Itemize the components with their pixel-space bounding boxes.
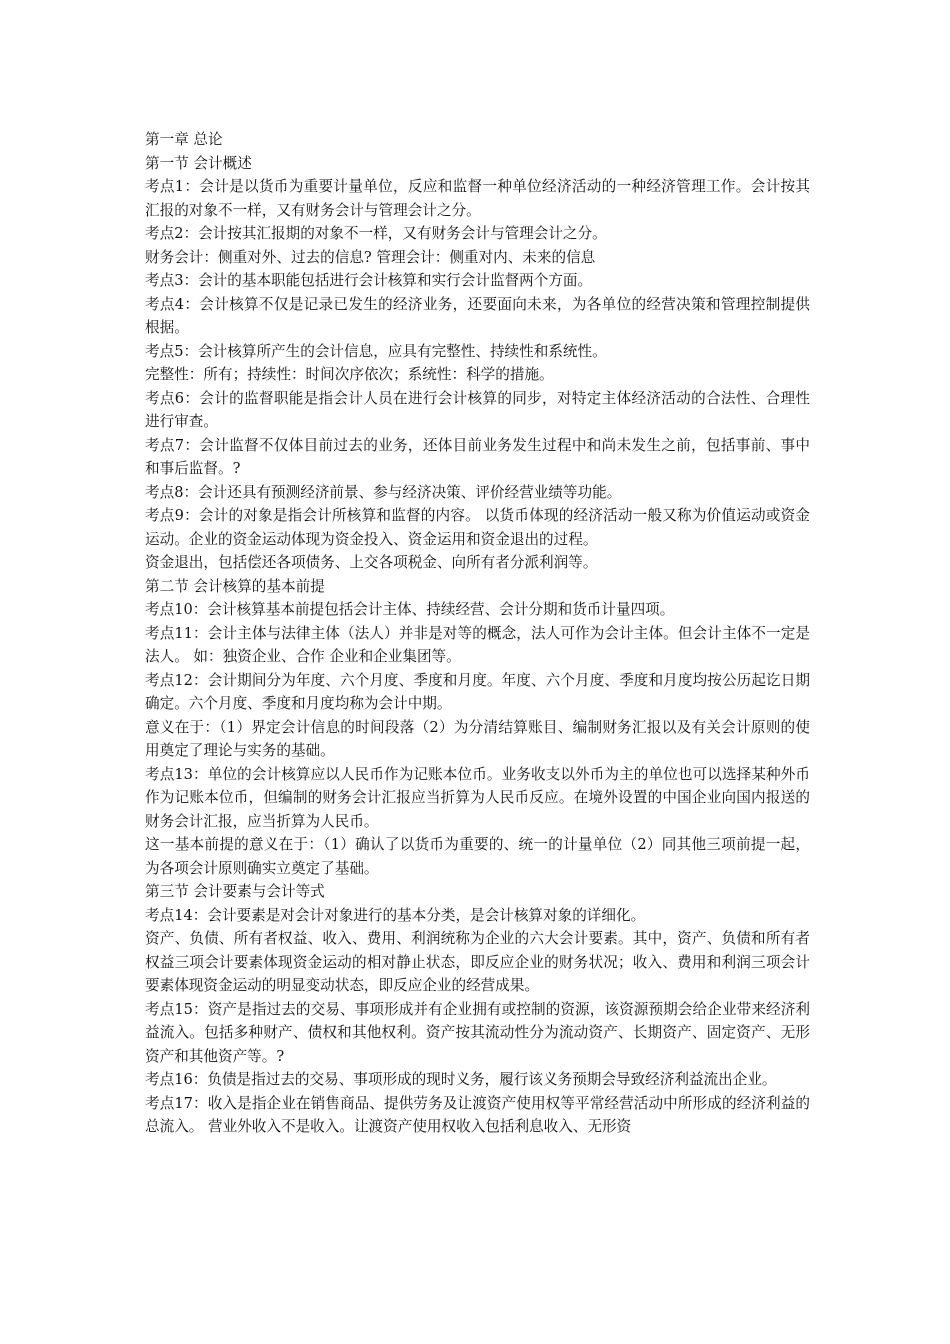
paragraph: 考点17：收入是指企业在销售商品、提供劳务及让渡资产使用权等平常经营活动中所形成的经济利益的总流入。 营业外收入不是收入。让渡资产使用权收入包括利息收入、无形资	[145, 1094, 810, 1135]
paragraph: 考点9：会计的对象是指会计所核算和监督的内容。 以货币体现的经济活动一般又称为价值运动或资金运动。企业的资金运动体现为资金投入、资金运用和资金退出的过程。	[145, 507, 810, 548]
paragraph: 考点6：会计的监督职能是指会计人员在进行会计核算的同步，对特定主体经济活动的合法性、合理性进行审查。	[145, 389, 810, 430]
paragraph: 考点16：负债是指过去的交易、事项形成的现时义务，履行该义务预期会导致经济利益流出企业。	[145, 1071, 777, 1088]
paragraph: 考点13：单位的会计核算应以人民币作为记账本位币。业务收支以外币为主的单位也可以选择某种外币作为记账本位币，但编制的财务会计汇报应当折算为人民币反应。在境外设置的中国企业向国内报送的财务会计汇报，应当折算为人民币。	[145, 765, 810, 830]
paragraph: 考点2：会计按其汇报期的对象不一样，又有财务会计与管理会计之分。	[145, 225, 607, 242]
document-body	[145, 128, 810, 1139]
paragraph: 资产、负债、所有者权益、收入、费用、利润统称为企业的六大会计要素。其中，资产、负债和所有者权益三项会计要素体现资金运动的相对静止状态，即反应企业的财务状况；收入、费用和利润三项会计要素体现资金运动的明显变动状态，即反应企业的经营成果。	[145, 930, 810, 994]
paragraph: 考点10：会计核算基本前提包括会计主体、持续经营、会计分期和货币计量四项。	[145, 601, 675, 618]
section-title: 第一节 会计概述	[145, 154, 252, 172]
paragraph: 资金退出，包括偿还各项债务、上交各项税金、向所有者分派利润等。	[145, 554, 598, 571]
paragraph: 考点8：会计还具有预测经济前景、参与经济决策、评价经营业绩等功能。	[145, 483, 622, 501]
paragraph: 财务会计：侧重对外、过去的信息? 管理会计：侧重对内、未来的信息	[145, 248, 596, 266]
paragraph: 考点1：会计是以货币为重要计量单位，反应和监督一种单位经济活动的一种经济管理工作。会计按其汇报的对象不一样，又有财务会计与管理会计之分。	[145, 178, 810, 219]
paragraph: 考点14：会计要素是对会计对象进行的基本分类，是会计核算对象的详细化。	[145, 906, 646, 924]
chapter-title: 第一章 总论	[145, 131, 223, 148]
paragraph: 考点3：会计的基本职能包括进行会计核算和实行会计监督两个方面。	[145, 272, 593, 289]
section-title: 第三节 会计要素与会计等式	[145, 883, 325, 900]
paragraph: 这一基本前提的意义在于：（1）确认了以货币为重要的、统一的计量单位（2）同其他三项前提一起，为各项会计原则确实立奠定了基础。	[145, 836, 810, 877]
paragraph: 考点7：会计监督不仅体目前过去的业务，还体目前业务发生过程中和尚未发生之前，包括事前、事中和事后监督。?	[145, 436, 810, 477]
paragraph: 意义在于：（1）界定会计信息的时间段落（2）为分清结算账目、编制财务汇报以及有关会计原则的使用奠定了理论与实务的基础。	[145, 718, 810, 759]
paragraph: 考点12：会计期间分为年度、六个月度、季度和月度。年度、六个月度、季度和月度均按公历起讫日期确定。六个月度、季度和月度均称为会计中期。	[145, 671, 810, 712]
paragraph: 考点4：会计核算不仅是记录已发生的经济业务，还要面向未来，为各单位的经营决策和管理控制提供根据。	[145, 295, 810, 336]
section-title: 第二节 会计核算的基本前提	[145, 577, 325, 595]
paragraph: 考点5：会计核算所产生的会计信息，应具有完整性、持续性和系统性。	[145, 342, 607, 360]
paragraph: 完整性：所有；持续性：时间次序依次；系统性：科学的措施。	[145, 366, 554, 383]
paragraph: 考点11：会计主体与法律主体（法人）并非是对等的概念，法人可作为会计主体。但会计主体不一定是法人。 如：独资企业、合作 企业和企业集团等。	[145, 624, 810, 665]
paragraph: 考点15：资产是指过去的交易、事项形成并有企业拥有或控制的资源，该资源预期会给企业带来经济利益流入。包括多种财产、债权和其他权利。资产按其流动性分为流动资产、长期资产、固定资产、无形资产和其他资产等。?	[145, 1000, 810, 1065]
